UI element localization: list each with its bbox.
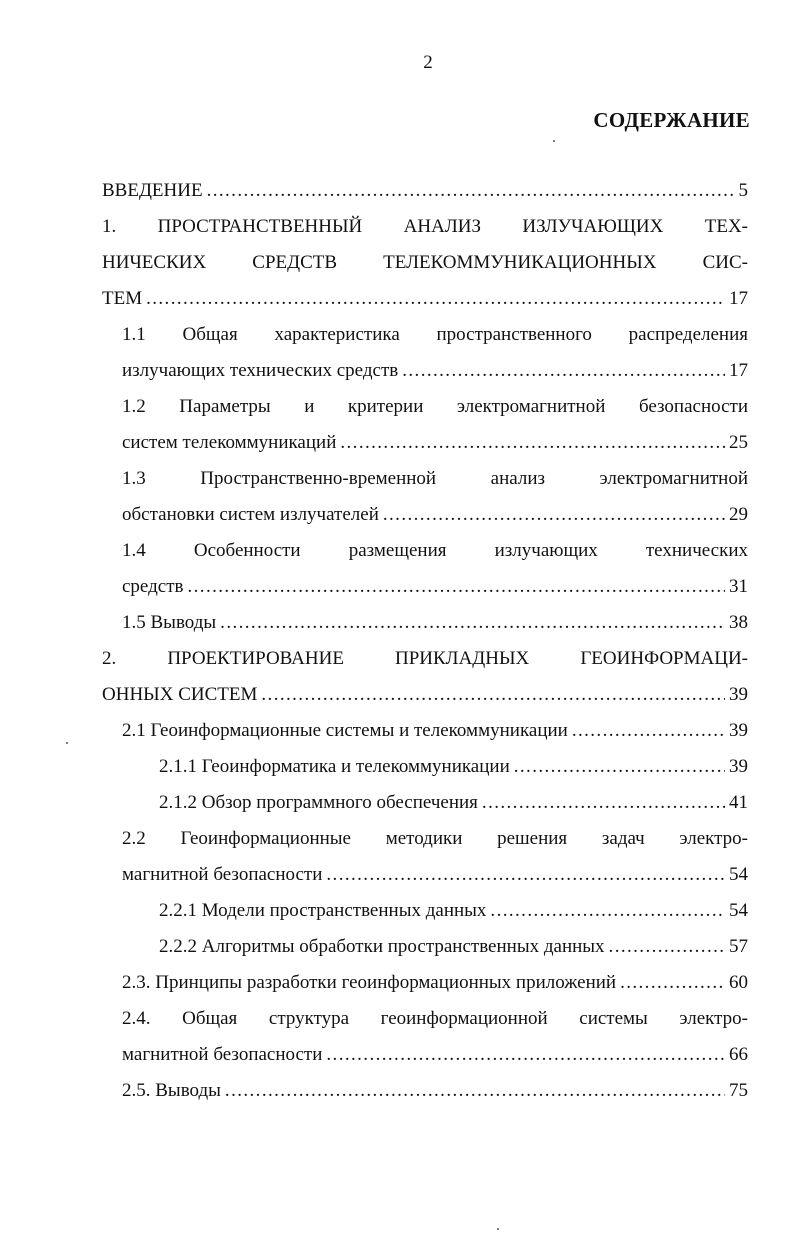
- toc-entry-text: ОННЫХ СИСТЕМ: [102, 684, 258, 705]
- toc-entry-introduction: [102, 173, 748, 209]
- toc-page-number: 75: [729, 1080, 748, 1101]
- toc-chapter-1-title: [102, 209, 748, 245]
- toc-subsection-2-1-2: [159, 785, 748, 821]
- scan-speck: [66, 742, 68, 744]
- toc-entry-text: излучающих технических средств: [122, 360, 399, 381]
- toc-entry-text: 2.2 Геоинформационные методики решения задач электро-: [122, 828, 748, 849]
- dot-leader: [482, 785, 725, 821]
- toc-section-1-1-end: [122, 353, 748, 389]
- toc-section-1-2-end: [122, 425, 748, 461]
- toc-section-2-4-end: [122, 1037, 748, 1073]
- toc-section-2-1: [122, 713, 748, 749]
- toc-section-1-3-end: [122, 497, 748, 533]
- toc-page-number: 39: [729, 720, 748, 741]
- toc-entry-text: ТЕМ: [102, 288, 143, 309]
- dot-leader: [572, 713, 725, 749]
- toc-subsection-2-1-1: [159, 749, 748, 785]
- toc-page-number: 41: [729, 792, 748, 813]
- toc-entry-text: 1.4 Особенности размещения излучающих технических: [122, 540, 748, 561]
- toc-subsection-2-2-2: [159, 929, 748, 965]
- toc-chapter-1-end: [102, 281, 748, 317]
- toc-page-number: 54: [729, 864, 748, 885]
- toc-page-number: 57: [729, 936, 748, 957]
- toc-entry-text: 1.1 Общая характеристика пространственного распределения: [122, 324, 748, 345]
- toc-entry-text: 1.5 Выводы: [122, 612, 217, 633]
- dot-leader: [620, 965, 725, 1001]
- toc-section-2-5: [122, 1073, 748, 1109]
- toc-entry-text: 1.3 Пространственно-временной анализ электромагнитной: [122, 468, 748, 489]
- dot-leader: [402, 353, 725, 389]
- toc-entry-text: 2.1 Геоинформационные системы и телекоммуникации: [122, 720, 568, 741]
- dot-leader: [261, 677, 725, 713]
- toc-page-number: 5: [738, 180, 748, 201]
- toc-section-1-2: [122, 389, 748, 425]
- toc-page-number: 54: [729, 900, 748, 921]
- toc-page-number: 38: [729, 612, 748, 633]
- page-number: 2: [423, 52, 433, 73]
- toc-chapter-2-title: [102, 641, 748, 677]
- toc-entry-text: магнитной безопасности: [122, 1044, 323, 1065]
- toc-section-1-3: [122, 461, 748, 497]
- scan-speck: [497, 1228, 499, 1230]
- toc-section-2-4: [122, 1001, 748, 1037]
- toc-page-number: 60: [729, 972, 748, 993]
- scan-speck: [553, 140, 555, 142]
- toc-section-1-5: [122, 605, 748, 641]
- toc-chapter-2-end: [102, 677, 748, 713]
- table-of-contents: [102, 173, 748, 1109]
- toc-entry-text: 1.2 Параметры и критерии электромагнитной безопасности: [122, 396, 748, 417]
- toc-page-number: 39: [729, 756, 748, 777]
- toc-chapter-1-title-cont: [102, 245, 748, 281]
- dot-leader: [340, 425, 725, 461]
- toc-entry-text: ВВЕДЕНИЕ: [102, 180, 203, 201]
- toc-subsection-2-2-1: [159, 893, 748, 929]
- toc-entry-text: 2.3. Принципы разработки геоинформационных приложений: [122, 972, 617, 993]
- toc-entry-text: средств: [122, 576, 184, 597]
- toc-entry-text: 2.2.2 Алгоритмы обработки пространственных данных: [159, 936, 605, 957]
- page-title: СОДЕРЖАНИЕ: [593, 108, 750, 132]
- toc-entry-text: НИЧЕСКИХ СРЕДСТВ ТЕЛЕКОММУНИКАЦИОННЫХ СИС-: [102, 252, 748, 273]
- toc-page-number: 29: [729, 504, 748, 525]
- toc-entry-text: 2.4. Общая структура геоинформационной системы электро-: [122, 1008, 748, 1029]
- dot-leader: [514, 749, 725, 785]
- dot-leader: [490, 893, 725, 929]
- toc-page-number: 17: [729, 288, 748, 309]
- dot-leader: [146, 281, 725, 317]
- toc-entry-text: 2.1.2 Обзор программного обеспечения: [159, 792, 478, 813]
- toc-section-1-1: [122, 317, 748, 353]
- toc-page-number: 39: [729, 684, 748, 705]
- dot-leader: [188, 569, 726, 605]
- toc-section-2-2: [122, 821, 748, 857]
- toc-section-1-4-end: [122, 569, 748, 605]
- toc-page-number: 31: [729, 576, 748, 597]
- toc-entry-text: обстановки систем излучателей: [122, 504, 379, 525]
- toc-entry-text: магнитной безопасности: [122, 864, 323, 885]
- dot-leader: [225, 1073, 725, 1109]
- toc-page-number: 25: [729, 432, 748, 453]
- toc-entry-text: 2.1.1 Геоинформатика и телекоммуникации: [159, 756, 510, 777]
- dot-leader: [326, 857, 725, 893]
- dot-leader: [220, 605, 725, 641]
- dot-leader: [609, 929, 725, 965]
- dot-leader: [383, 497, 725, 533]
- toc-entry-text: 2.2.1 Модели пространственных данных: [159, 900, 487, 921]
- toc-page-number: 17: [729, 360, 748, 381]
- toc-page-number: 66: [729, 1044, 748, 1065]
- toc-entry-text: 2. ПРОЕКТИРОВАНИЕ ПРИКЛАДНЫХ ГЕОИНФОРМАЦИ-: [102, 648, 748, 669]
- toc-entry-text: систем телекоммуникаций: [122, 432, 337, 453]
- toc-section-2-2-end: [122, 857, 748, 893]
- dot-leader: [207, 173, 735, 209]
- toc-entry-text: 1. ПРОСТРАНСТВЕННЫЙ АНАЛИЗ ИЗЛУЧАЮЩИХ ТЕХ-: [102, 216, 748, 237]
- toc-section-2-3: [122, 965, 748, 1001]
- dot-leader: [326, 1037, 725, 1073]
- toc-section-1-4: [122, 533, 748, 569]
- toc-entry-text: 2.5. Выводы: [122, 1080, 221, 1101]
